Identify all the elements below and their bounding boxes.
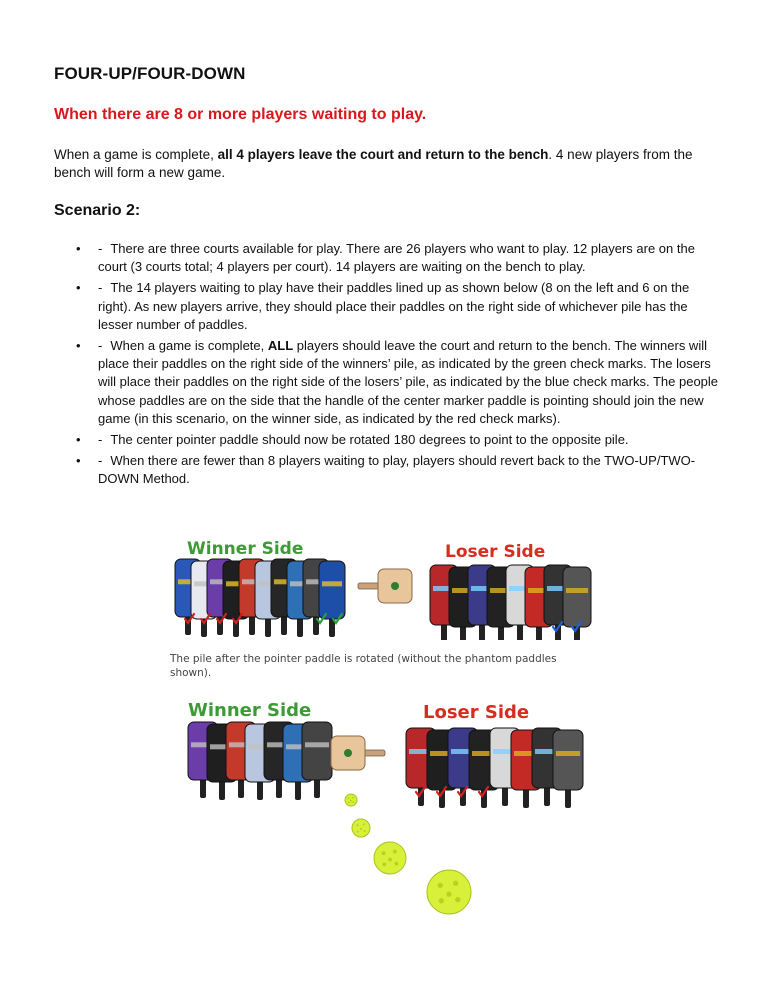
loser-paddle-pile xyxy=(430,565,591,640)
pickleball-icon xyxy=(345,794,357,806)
bullet-text: The center pointer paddle should now be rotated 180 degrees to point to the opposite pile. xyxy=(110,432,629,448)
bullet-text-end: players should leave the court and return to the bench. The winners will place their paddles on the right side of the winners’ pile, as indicated by the green check marks. The losers will place their paddles on the right side of the losers’ pile, as indicated by the blue check marks. The people whose paddles are on the side that the handle of the center marker paddle is pointing should join the new game (in this scenario, on the winner side, as indicated by the red check marks). xyxy=(98,338,719,426)
bullet-dot: • xyxy=(76,453,81,469)
bullet-dot: • xyxy=(76,338,81,354)
figure-paddle-piles-before xyxy=(165,535,595,640)
bullet-item xyxy=(54,279,724,334)
bullet-dot: • xyxy=(76,432,81,448)
bullet-item xyxy=(54,337,724,428)
pickleball-icon xyxy=(374,842,406,874)
scenario-bullet-list xyxy=(54,240,724,492)
pickleball-icon xyxy=(352,819,370,837)
winner-side-label: Winner Side xyxy=(188,700,312,721)
bullet-item xyxy=(54,240,724,276)
paddle-icon xyxy=(302,722,332,798)
bullet-dash: - xyxy=(98,338,103,354)
bullet-bold: ALL xyxy=(267,338,294,354)
loser-side-label: Loser Side xyxy=(423,702,530,723)
intro-paragraph xyxy=(54,146,714,182)
bullet-text-start: When a game is complete, xyxy=(110,338,268,354)
figure-caption: The pile after the pointer paddle is rotated (without the phantom paddles shown). xyxy=(170,653,557,679)
intro-text-end: . 4 new players from the bench will form a new game. xyxy=(54,147,693,180)
page-title: FOUR-UP/FOUR-DOWN xyxy=(54,64,246,83)
bullet-dash: - xyxy=(98,280,103,296)
bullet-text: When there are fewer than 8 players waiting to play, players should revert back to the TWO-UP/TWO-DOWN Method. xyxy=(98,453,696,487)
bullet-dot: • xyxy=(76,280,81,296)
paddle-icon xyxy=(553,730,583,808)
bullet-dot: • xyxy=(76,241,81,256)
scenario-title: Scenario 2: xyxy=(54,202,141,219)
winner-paddle-pile xyxy=(175,559,345,637)
bullet-item xyxy=(54,431,724,449)
bullet-dash: - xyxy=(98,241,103,256)
bullet-text: There are three courts available for play. There are 26 players who want to play. 12 players are on the court (3 courts total; 4 players per court). 14 players are waiting on the bench to play. xyxy=(98,241,695,275)
loser-side-label: Loser Side xyxy=(445,542,546,562)
winner-side-label: Winner Side xyxy=(187,539,304,559)
bullet-dash: - xyxy=(98,432,103,448)
pickleballs-decoration xyxy=(330,785,490,925)
bullet-item xyxy=(54,452,724,488)
intro-bold: all 4 players leave the court and return to the bench xyxy=(217,147,549,162)
bullet-dash: - xyxy=(98,453,103,469)
pickleball-icon xyxy=(427,870,471,914)
condition-subtitle: When there are 8 or more players waiting to play. xyxy=(54,106,427,123)
pointer-paddle-icon xyxy=(358,569,412,603)
intro-text-start: When a game is complete, xyxy=(54,147,218,162)
winner-paddle-pile xyxy=(188,722,332,800)
paddle-icon xyxy=(319,561,345,637)
bullet-text: The 14 players waiting to play have their paddles lined up as shown below (8 on the left and 6 on the right). As new players arrive, they should place their paddles on the right side of whichever pile has the lesser number of paddles. xyxy=(98,280,690,332)
pointer-paddle-icon xyxy=(331,736,385,770)
